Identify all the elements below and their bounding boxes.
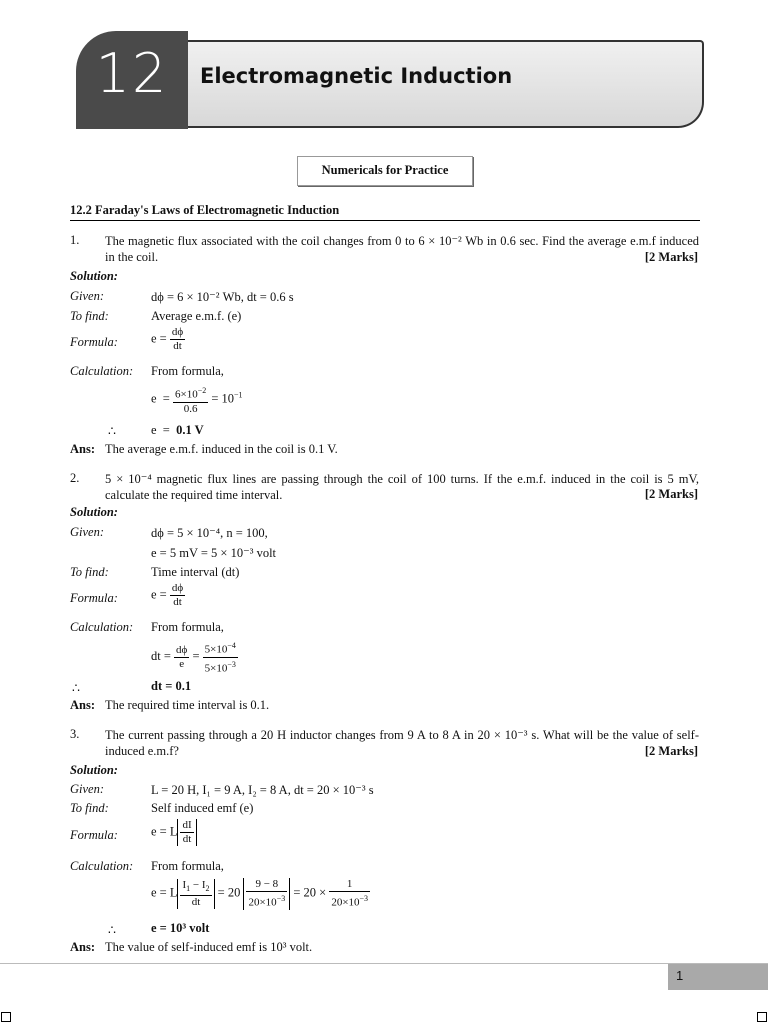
- q3-therefore: ∴: [108, 923, 116, 937]
- q3-ans: The value of self-induced emf is 10³ volt.: [105, 940, 313, 954]
- q2-from-formula: From formula,: [151, 620, 224, 634]
- chapter-number: 12: [95, 42, 169, 105]
- q1-calc: e = $\frac{6\times 10^{-2}}{0.6}$ = $10^{-1}$: [151, 386, 243, 415]
- q3-calc: e = L $\frac{I_1 - I_2}{dt}$ = 20 $\frac{9 - 8}{20\times 10^{-3}}$ = 20 × $\frac{1}{20\times 10^{-3}}$: [151, 878, 369, 909]
- q2-ans-label: Ans:: [70, 698, 96, 712]
- q1-formula-label: Formula:: [70, 335, 118, 349]
- footer-rule: [0, 963, 768, 964]
- q3-tofind: Self induced emf (e): [151, 801, 254, 815]
- page-number: 1: [676, 968, 684, 983]
- q1-tofind-label: To find:: [70, 309, 109, 323]
- q3-text: The current passing through a 20 H inductor changes from 9 A to 8 A in 20 × 10⁻³ s. What will be the value of self-induced e.m.f?: [105, 728, 699, 758]
- q2-tofind-label: To find:: [70, 565, 109, 579]
- section-heading: 12.2 Faraday's Laws of Electromagnetic Induction: [70, 203, 340, 217]
- q2-text: 5 × 10⁻⁴ magnetic flux lines are passing through the coil of 100 turns. If the e.m.f. induced in the coil is 5 mV, calculate the required time interval.: [105, 472, 699, 502]
- q2-marks: [2 Marks]: [644, 487, 698, 501]
- q2-tofind: Time interval (dt): [151, 565, 240, 579]
- q2-formula-label: Formula:: [70, 591, 118, 605]
- q1-text: The magnetic flux associated with the coil changes from 0 to 6 × 10⁻² Wb in 0.6 sec. Find the average e.m.f induced in the coil.: [105, 234, 699, 264]
- q2-solution-label: Solution:: [70, 505, 118, 519]
- q2-number: 2.: [70, 471, 80, 485]
- q3-marks: [2 Marks]: [644, 744, 698, 758]
- q2-given-label: Given:: [70, 525, 105, 539]
- q3-formula-label: Formula:: [70, 828, 118, 842]
- q1-given: dϕ = 6 × 10⁻² Wb, dt = 0.6 s: [151, 290, 294, 304]
- q2-therefore: ∴: [72, 681, 80, 695]
- q3-solution-label: Solution:: [70, 763, 118, 777]
- q1-ans-label: Ans:: [70, 442, 96, 456]
- q3-from-formula: From formula,: [151, 859, 224, 873]
- q1-therefore: ∴: [108, 424, 116, 438]
- crop-mark-right: [757, 1012, 767, 1022]
- chapter-title: Electromagnetic Induction: [200, 64, 513, 88]
- q1-result-value: 0.1 V: [176, 423, 204, 437]
- q2-result: dt = 0.1: [151, 679, 192, 693]
- q3-calc-label: Calculation:: [70, 859, 134, 873]
- q1-number: 1.: [70, 233, 80, 247]
- q1-result: e = 0.1 V: [151, 423, 204, 437]
- q1-formula: e = $\frac{d\phi}{dt}$: [151, 326, 184, 352]
- q2-ans: The required time interval is 0.1.: [105, 698, 270, 712]
- q1-calc-label: Calculation:: [70, 364, 134, 378]
- q1-solution-label: Solution:: [70, 269, 118, 283]
- q2-calc: dt = $\frac{d\phi}{e}$ = $\frac{5\times 10^{-4}}{5\times 10^{-3}}$: [151, 641, 236, 675]
- q1-from-formula: From formula,: [151, 364, 224, 378]
- section-rule: [70, 220, 700, 221]
- q1-given-label: Given:: [70, 289, 105, 303]
- q2-calc-label: Calculation:: [70, 620, 134, 634]
- q3-result: e = 10³ volt: [151, 921, 210, 935]
- q1-ans: The average e.m.f. induced in the coil is 0.1 V.: [105, 442, 338, 456]
- q2-given-1: dϕ = 5 × 10⁻⁴, n = 100,: [151, 526, 268, 540]
- q2-formula: e = $\frac{d\phi}{dt}$: [151, 582, 184, 608]
- q3-tofind-label: To find:: [70, 801, 109, 815]
- q2-given-2: e = 5 mV = 5 × 10⁻³ volt: [151, 546, 277, 560]
- q1-tofind: Average e.m.f. (e): [151, 309, 242, 323]
- q3-ans-label: Ans:: [70, 940, 96, 954]
- crop-mark-left: [1, 1012, 11, 1022]
- q1-marks: [2 Marks]: [644, 250, 698, 264]
- practice-heading: Numericals for Practice: [297, 156, 473, 186]
- q3-number: 3.: [70, 727, 80, 741]
- q3-given-label: Given:: [70, 782, 105, 796]
- q3-given: L = 20 H, I₁ = 9 A, I₂ = 8 A, dt = 20 × 10⁻³ s: [151, 783, 374, 797]
- q3-formula: e = L $\frac{dI}{dt}$: [151, 819, 197, 846]
